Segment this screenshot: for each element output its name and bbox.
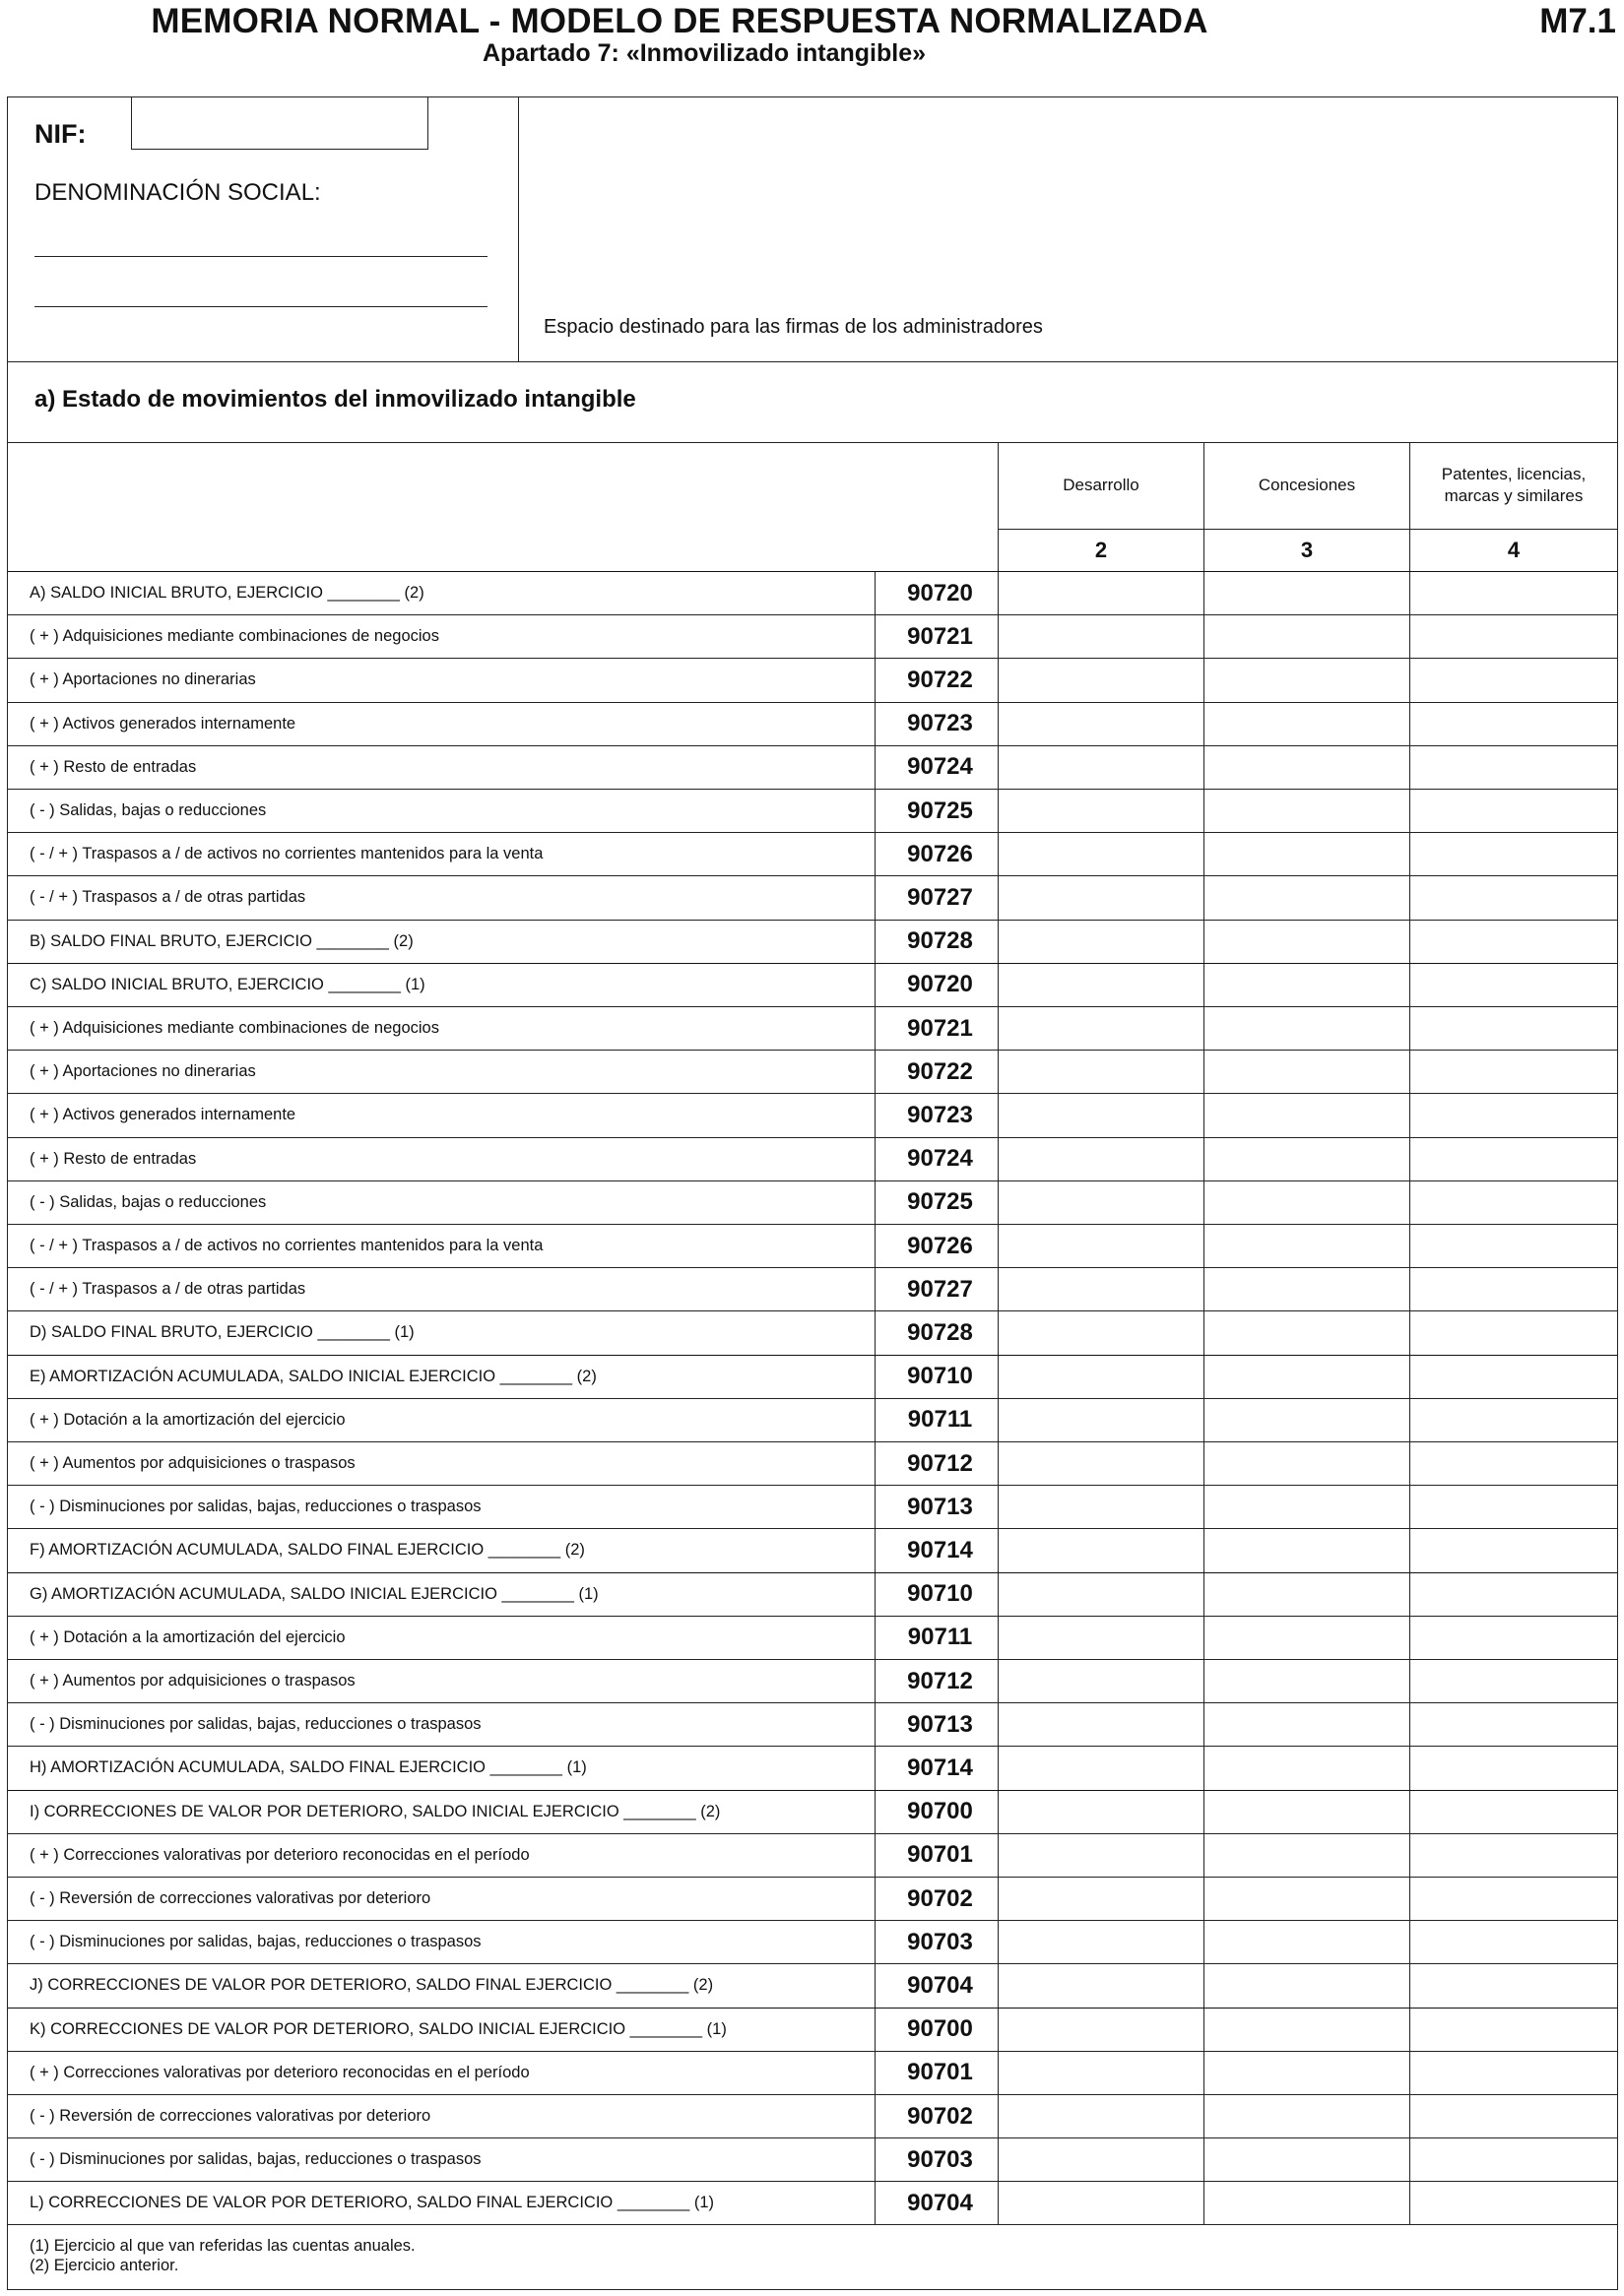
value-cell[interactable] bbox=[1409, 615, 1617, 658]
row-label: ( + ) Adquisiciones mediante combinaciones de negocios bbox=[30, 627, 439, 646]
row-code: 90714 bbox=[875, 1529, 1005, 1571]
value-cell[interactable] bbox=[1203, 1486, 1409, 1528]
value-cell[interactable] bbox=[998, 2182, 1203, 2224]
section-title: a) Estado de movimientos del inmovilizado intangible bbox=[34, 386, 636, 413]
table-row bbox=[8, 875, 1617, 919]
row-label: B) SALDO FINAL BRUTO, EJERCICIO ________ (2) bbox=[30, 931, 414, 950]
value-cell[interactable] bbox=[1203, 2182, 1409, 2224]
value-cell[interactable] bbox=[998, 1747, 1203, 1789]
value-cell[interactable] bbox=[1203, 1138, 1409, 1180]
row-code: 90724 bbox=[875, 1138, 1005, 1180]
value-cell[interactable] bbox=[1203, 964, 1409, 1006]
row-code: 90703 bbox=[875, 2138, 1005, 2181]
table-row bbox=[8, 1877, 1617, 1920]
column-number: 3 bbox=[1203, 529, 1409, 571]
value-cell[interactable] bbox=[1203, 1051, 1409, 1093]
row-label: ( + ) Activos generados internamente bbox=[30, 1106, 296, 1124]
value-cell[interactable] bbox=[1203, 2009, 1409, 2051]
table-row bbox=[8, 702, 1617, 745]
value-cell[interactable] bbox=[998, 921, 1203, 963]
value-cell[interactable] bbox=[1203, 2138, 1409, 2181]
value-cell[interactable] bbox=[1409, 833, 1617, 875]
table-row bbox=[8, 571, 1617, 614]
value-cell[interactable] bbox=[998, 1878, 1203, 1920]
value-cell[interactable] bbox=[998, 2095, 1203, 2137]
value-cell[interactable] bbox=[1409, 1181, 1617, 1224]
row-label: ( - / + ) Traspasos a / de otras partidas bbox=[30, 1280, 306, 1299]
value-cell[interactable] bbox=[1203, 1660, 1409, 1702]
value-cell[interactable] bbox=[1409, 1660, 1617, 1702]
row-label: ( + ) Correcciones valorativas por deterioro reconocidas en el período bbox=[30, 2063, 530, 2081]
value-cell[interactable] bbox=[1203, 1921, 1409, 1963]
form-title: MEMORIA NORMAL - MODELO DE RESPUESTA NORMALIZADA bbox=[151, 2, 1208, 40]
row-code: 90728 bbox=[875, 1311, 1005, 1354]
value-cell[interactable] bbox=[1409, 1442, 1617, 1485]
value-cell[interactable] bbox=[1203, 1007, 1409, 1050]
section-heading bbox=[8, 361, 1617, 443]
row-label: ( + ) Activos generados internamente bbox=[30, 714, 296, 733]
footnotes bbox=[8, 2224, 1617, 2291]
value-cell[interactable] bbox=[1409, 921, 1617, 963]
row-label: ( - / + ) Traspasos a / de otras partidas bbox=[30, 888, 306, 907]
value-cell[interactable] bbox=[1409, 1311, 1617, 1354]
value-cell[interactable] bbox=[998, 1703, 1203, 1746]
value-cell[interactable] bbox=[1409, 1964, 1617, 2007]
row-label: L) CORRECCIONES DE VALOR POR DETERIORO, SALDO FINAL EJERCICIO ________ (1) bbox=[30, 2194, 715, 2212]
table-row bbox=[8, 2094, 1617, 2137]
value-cell[interactable] bbox=[1409, 1138, 1617, 1180]
value-cell[interactable] bbox=[1409, 1878, 1617, 1920]
table-row bbox=[8, 1180, 1617, 1224]
value-cell[interactable] bbox=[1203, 1356, 1409, 1398]
row-label: G) AMORTIZACIÓN ACUMULADA, SALDO INICIAL EJERCICIO ________ (1) bbox=[30, 1584, 599, 1603]
row-code: 90701 bbox=[875, 2052, 1005, 2094]
table-row bbox=[8, 1616, 1617, 1659]
value-cell[interactable] bbox=[1203, 1964, 1409, 2007]
value-cell[interactable] bbox=[998, 2009, 1203, 2051]
value-cell[interactable] bbox=[1409, 1834, 1617, 1877]
table-row bbox=[8, 1137, 1617, 1180]
denomination-line-1[interactable] bbox=[34, 256, 487, 257]
value-cell[interactable] bbox=[1409, 2009, 1617, 2051]
row-code: 90700 bbox=[875, 2009, 1005, 2051]
row-label: D) SALDO FINAL BRUTO, EJERCICIO ________ (1) bbox=[30, 1323, 415, 1342]
table-row bbox=[8, 1310, 1617, 1354]
signature-caption: Espacio destinado para las firmas de los administradores bbox=[544, 316, 1043, 338]
row-label: ( - / + ) Traspasos a / de activos no corrientes mantenidos para la venta bbox=[30, 1237, 544, 1254]
row-label: H) AMORTIZACIÓN ACUMULADA, SALDO FINAL EJERCICIO ________ (1) bbox=[30, 1758, 587, 1777]
value-cell[interactable] bbox=[1409, 2095, 1617, 2137]
value-cell[interactable] bbox=[1409, 2182, 1617, 2224]
table-row bbox=[8, 1267, 1617, 1310]
footnote: (2) Ejercicio anterior. bbox=[30, 2257, 179, 2274]
table-row bbox=[8, 1441, 1617, 1485]
value-cell[interactable] bbox=[998, 2138, 1203, 2181]
value-cell[interactable] bbox=[998, 572, 1203, 614]
value-cell[interactable] bbox=[998, 2052, 1203, 2094]
row-code: 90728 bbox=[875, 921, 1005, 963]
value-cell[interactable] bbox=[998, 790, 1203, 832]
value-cell[interactable] bbox=[998, 746, 1203, 789]
table-row bbox=[8, 832, 1617, 875]
table-row bbox=[8, 1485, 1617, 1528]
table-row bbox=[8, 1093, 1617, 1136]
value-cell[interactable] bbox=[1409, 790, 1617, 832]
row-label: C) SALDO INICIAL BRUTO, EJERCICIO ________ (1) bbox=[30, 975, 425, 993]
row-code: 90725 bbox=[875, 790, 1005, 832]
value-cell[interactable] bbox=[998, 833, 1203, 875]
row-label: ( + ) Correcciones valorativas por deterioro reconocidas en el período bbox=[30, 1845, 530, 1864]
value-cell[interactable] bbox=[1203, 1529, 1409, 1571]
row-label: ( - ) Salidas, bajas o reducciones bbox=[30, 1192, 267, 1211]
row-code: 90704 bbox=[875, 1964, 1005, 2007]
row-code: 90714 bbox=[875, 1747, 1005, 1789]
value-cell[interactable] bbox=[998, 1486, 1203, 1528]
table-row bbox=[8, 1224, 1617, 1267]
value-cell[interactable] bbox=[998, 1181, 1203, 1224]
table-row bbox=[8, 1528, 1617, 1571]
table-row bbox=[8, 1746, 1617, 1789]
row-code: 90711 bbox=[875, 1617, 1005, 1659]
value-cell[interactable] bbox=[998, 1791, 1203, 1833]
denomination-label: DENOMINACIÓN SOCIAL: bbox=[34, 179, 321, 206]
row-code: 90713 bbox=[875, 1486, 1005, 1528]
row-code: 90724 bbox=[875, 746, 1005, 789]
nif-field[interactable] bbox=[131, 97, 428, 150]
row-code: 90702 bbox=[875, 2095, 1005, 2137]
value-cell[interactable] bbox=[998, 1573, 1203, 1616]
value-cell[interactable] bbox=[1409, 1268, 1617, 1310]
table-row bbox=[8, 658, 1617, 701]
table-row bbox=[8, 1572, 1617, 1616]
value-cell[interactable] bbox=[1409, 1921, 1617, 1963]
row-code: 90710 bbox=[875, 1356, 1005, 1398]
value-cell[interactable] bbox=[1409, 1703, 1617, 1746]
table-row bbox=[8, 1790, 1617, 1833]
value-cell[interactable] bbox=[1203, 1878, 1409, 1920]
row-code: 90712 bbox=[875, 1660, 1005, 1702]
row-code: 90710 bbox=[875, 1573, 1005, 1616]
table-row bbox=[8, 614, 1617, 658]
table-row bbox=[8, 2008, 1617, 2051]
row-code: 90711 bbox=[875, 1399, 1005, 1441]
row-label: ( - ) Salidas, bajas o reducciones bbox=[30, 801, 267, 819]
identification-section bbox=[8, 97, 1617, 362]
row-code: 90721 bbox=[875, 1007, 1005, 1050]
table-row bbox=[8, 963, 1617, 1006]
value-cell[interactable] bbox=[1203, 1399, 1409, 1441]
table-row bbox=[8, 1659, 1617, 1702]
form-subtitle: Apartado 7: «Inmovilizado intangible» bbox=[482, 39, 927, 67]
table-row bbox=[8, 1006, 1617, 1050]
row-label: ( - ) Reversión de correcciones valorativas por deterioro bbox=[30, 2107, 431, 2125]
row-label: E) AMORTIZACIÓN ACUMULADA, SALDO INICIAL EJERCICIO ________ (2) bbox=[30, 1367, 597, 1385]
form-code: M7.1 bbox=[1539, 2, 1616, 40]
row-code: 90727 bbox=[875, 1268, 1005, 1310]
column-header: Concesiones bbox=[1203, 442, 1409, 529]
row-label: ( + ) Aportaciones no dinerarias bbox=[30, 670, 256, 689]
row-code: 90725 bbox=[875, 1181, 1005, 1224]
value-cell[interactable] bbox=[1409, 876, 1617, 919]
value-cell[interactable] bbox=[1203, 1834, 1409, 1877]
company-identification bbox=[8, 97, 519, 361]
table-row bbox=[8, 1963, 1617, 2007]
value-cell[interactable] bbox=[1409, 1399, 1617, 1441]
value-cell[interactable] bbox=[998, 659, 1203, 701]
footnote: (1) Ejercicio al que van referidas las cuentas anuales. bbox=[30, 2237, 416, 2255]
value-cell[interactable] bbox=[998, 1356, 1203, 1398]
row-code: 90721 bbox=[875, 615, 1005, 658]
value-cell[interactable] bbox=[998, 1225, 1203, 1267]
column-number: 4 bbox=[1409, 529, 1617, 571]
value-cell[interactable] bbox=[1203, 1747, 1409, 1789]
row-label: ( + ) Aumentos por adquisiciones o traspasos bbox=[30, 1454, 356, 1472]
row-label: K) CORRECCIONES DE VALOR POR DETERIORO, SALDO INICIAL EJERCICIO ________ (1) bbox=[30, 2019, 727, 2038]
value-cell[interactable] bbox=[1409, 1356, 1617, 1398]
value-cell[interactable] bbox=[1203, 1181, 1409, 1224]
row-code: 90720 bbox=[875, 964, 1005, 1006]
denomination-line-2[interactable] bbox=[34, 306, 487, 307]
value-cell[interactable] bbox=[998, 703, 1203, 745]
value-cell[interactable] bbox=[1409, 1486, 1617, 1528]
value-cell[interactable] bbox=[1409, 1094, 1617, 1136]
table-row bbox=[8, 789, 1617, 832]
value-cell[interactable] bbox=[998, 1138, 1203, 1180]
value-cell[interactable] bbox=[1409, 1529, 1617, 1571]
value-cell[interactable] bbox=[1409, 1617, 1617, 1659]
value-cell[interactable] bbox=[1409, 572, 1617, 614]
table-row bbox=[8, 920, 1617, 963]
value-cell[interactable] bbox=[998, 876, 1203, 919]
row-label: F) AMORTIZACIÓN ACUMULADA, SALDO FINAL EJERCICIO ________ (2) bbox=[30, 1541, 585, 1560]
row-label: A) SALDO INICIAL BRUTO, EJERCICIO ________ (2) bbox=[30, 584, 424, 602]
value-cell[interactable] bbox=[1203, 1703, 1409, 1746]
row-code: 90723 bbox=[875, 1094, 1005, 1136]
value-cell[interactable] bbox=[1409, 703, 1617, 745]
value-cell[interactable] bbox=[1203, 659, 1409, 701]
row-label: ( + ) Dotación a la amortización del ejercicio bbox=[30, 1410, 346, 1429]
value-cell[interactable] bbox=[998, 1094, 1203, 1136]
row-label: ( + ) Dotación a la amortización del ejercicio bbox=[30, 1627, 346, 1646]
value-cell[interactable] bbox=[1203, 2052, 1409, 2094]
value-cell[interactable] bbox=[998, 1921, 1203, 1963]
table-row bbox=[8, 745, 1617, 789]
value-cell[interactable] bbox=[1409, 1225, 1617, 1267]
value-cell[interactable] bbox=[1203, 572, 1409, 614]
row-label: I) CORRECCIONES DE VALOR POR DETERIORO, SALDO INICIAL EJERCICIO ________ (2) bbox=[30, 1802, 721, 1820]
value-cell[interactable] bbox=[1203, 1791, 1409, 1833]
value-cell[interactable] bbox=[998, 1617, 1203, 1659]
row-label: ( + ) Resto de entradas bbox=[30, 1149, 197, 1168]
column-number: 2 bbox=[998, 529, 1203, 571]
value-cell[interactable] bbox=[1203, 1573, 1409, 1616]
value-cell[interactable] bbox=[998, 1311, 1203, 1354]
value-cell[interactable] bbox=[1409, 2138, 1617, 2181]
value-cell[interactable] bbox=[1409, 746, 1617, 789]
value-cell[interactable] bbox=[1409, 1573, 1617, 1616]
row-label: ( + ) Adquisiciones mediante combinaciones de negocios bbox=[30, 1019, 439, 1037]
row-label: ( - / + ) Traspasos a / de activos no corrientes mantenidos para la venta bbox=[30, 845, 544, 863]
table-row bbox=[8, 2051, 1617, 2094]
nif-label: NIF: bbox=[34, 119, 87, 149]
value-cell[interactable] bbox=[1203, 1268, 1409, 1310]
value-cell[interactable] bbox=[998, 1442, 1203, 1485]
value-cell[interactable] bbox=[1203, 921, 1409, 963]
value-cell[interactable] bbox=[1203, 615, 1409, 658]
row-label: ( - ) Reversión de correcciones valorativas por deterioro bbox=[30, 1889, 431, 1907]
row-code: 90720 bbox=[875, 572, 1005, 614]
value-cell[interactable] bbox=[1203, 1617, 1409, 1659]
row-code: 90704 bbox=[875, 2182, 1005, 2224]
row-label: ( + ) Aportaciones no dinerarias bbox=[30, 1062, 256, 1081]
row-code: 90700 bbox=[875, 1791, 1005, 1833]
value-cell[interactable] bbox=[998, 1964, 1203, 2007]
table-row bbox=[8, 1920, 1617, 1963]
row-label: ( + ) Aumentos por adquisiciones o traspasos bbox=[30, 1672, 356, 1690]
row-label: ( + ) Resto de entradas bbox=[30, 757, 197, 776]
value-cell[interactable] bbox=[1203, 833, 1409, 875]
value-cell[interactable] bbox=[1409, 659, 1617, 701]
table-row bbox=[8, 1050, 1617, 1093]
value-cell[interactable] bbox=[1203, 1225, 1409, 1267]
row-label: ( - ) Disminuciones por salidas, bajas, reducciones o traspasos bbox=[30, 1933, 482, 1951]
table-row bbox=[8, 1702, 1617, 1746]
table-row bbox=[8, 1833, 1617, 1877]
value-cell[interactable] bbox=[1203, 876, 1409, 919]
value-cell[interactable] bbox=[1409, 1791, 1617, 1833]
row-code: 90702 bbox=[875, 1878, 1005, 1920]
row-code: 90722 bbox=[875, 659, 1005, 701]
row-label: ( - ) Disminuciones por salidas, bajas, reducciones o traspasos bbox=[30, 1715, 482, 1734]
value-cell[interactable] bbox=[998, 964, 1203, 1006]
table-row bbox=[8, 1355, 1617, 1398]
table-row bbox=[8, 2137, 1617, 2181]
value-cell[interactable] bbox=[1409, 964, 1617, 1006]
table-row bbox=[8, 1398, 1617, 1441]
row-label: ( - ) Disminuciones por salidas, bajas, reducciones o traspasos bbox=[30, 2150, 482, 2169]
value-cell[interactable] bbox=[1203, 1442, 1409, 1485]
value-cell[interactable] bbox=[1409, 2052, 1617, 2094]
value-cell[interactable] bbox=[1203, 790, 1409, 832]
value-cell[interactable] bbox=[998, 1529, 1203, 1571]
row-code: 90722 bbox=[875, 1051, 1005, 1093]
column-header: Desarrollo bbox=[998, 442, 1203, 529]
table-row bbox=[8, 2181, 1617, 2224]
value-cell[interactable] bbox=[998, 1268, 1203, 1310]
value-cell[interactable] bbox=[1203, 746, 1409, 789]
row-code: 90726 bbox=[875, 1225, 1005, 1267]
row-label: ( - ) Disminuciones por salidas, bajas, reducciones o traspasos bbox=[30, 1498, 482, 1516]
row-code: 90727 bbox=[875, 876, 1005, 919]
value-cell[interactable] bbox=[998, 1660, 1203, 1702]
value-cell[interactable] bbox=[998, 1051, 1203, 1093]
value-cell[interactable] bbox=[1409, 1747, 1617, 1789]
value-cell[interactable] bbox=[998, 1834, 1203, 1877]
value-cell[interactable] bbox=[998, 1007, 1203, 1050]
row-code: 90726 bbox=[875, 833, 1005, 875]
row-code: 90723 bbox=[875, 703, 1005, 745]
row-code: 90701 bbox=[875, 1834, 1005, 1877]
value-cell[interactable] bbox=[1203, 1311, 1409, 1354]
value-cell[interactable] bbox=[998, 615, 1203, 658]
value-cell[interactable] bbox=[1203, 1094, 1409, 1136]
value-cell[interactable] bbox=[1203, 703, 1409, 745]
value-cell[interactable] bbox=[998, 1399, 1203, 1441]
value-cell[interactable] bbox=[1409, 1051, 1617, 1093]
value-cell[interactable] bbox=[1409, 1007, 1617, 1050]
row-code: 90713 bbox=[875, 1703, 1005, 1746]
column-header: Patentes, licencias, marcas y similares bbox=[1409, 442, 1617, 529]
value-cell[interactable] bbox=[1203, 2095, 1409, 2137]
row-code: 90703 bbox=[875, 1921, 1005, 1963]
row-code: 90712 bbox=[875, 1442, 1005, 1485]
row-label: J) CORRECCIONES DE VALOR POR DETERIORO, SALDO FINAL EJERCICIO ________ (2) bbox=[30, 1976, 714, 1995]
form-frame bbox=[7, 96, 1618, 2290]
